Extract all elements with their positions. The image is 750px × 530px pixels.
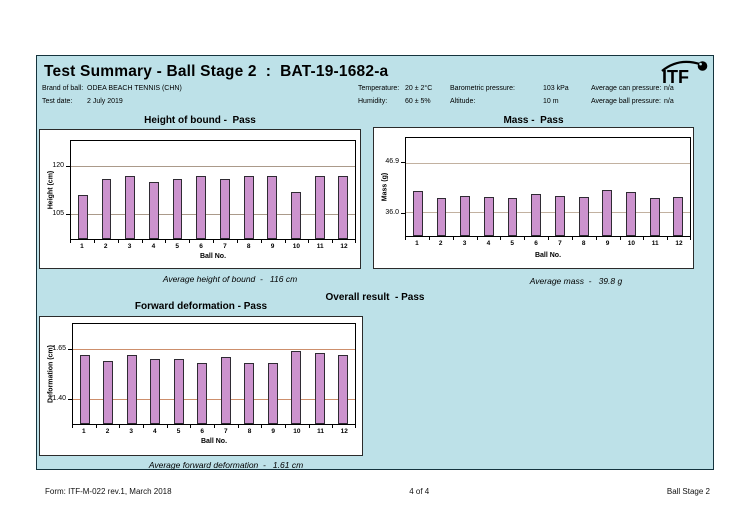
bar-slot — [95, 141, 119, 239]
bar — [555, 196, 565, 236]
x-tick-label: 8 — [247, 428, 252, 435]
bar-series — [71, 141, 355, 239]
bar — [338, 355, 348, 424]
info-group-climate — [358, 82, 432, 108]
bar-slot — [284, 141, 308, 239]
footer-stage-label: Ball Stage 2 — [666, 487, 710, 496]
bar-slot — [142, 141, 166, 239]
info-group-averages — [591, 82, 674, 108]
bar-slot — [97, 324, 121, 424]
x-tick-label: 4 — [151, 243, 156, 250]
y-tick-mark — [68, 349, 72, 350]
x-tick-label: 11 — [651, 240, 659, 247]
bar — [315, 353, 325, 424]
plot-area-forward-deformation — [72, 323, 356, 425]
x-tick-label: 10 — [627, 240, 635, 247]
bar — [508, 198, 518, 236]
bar-slot — [308, 141, 332, 239]
info-row — [591, 82, 674, 95]
plot-area-height-of-bound — [70, 140, 356, 240]
bar-slot — [308, 324, 332, 424]
info-value: 10 m — [543, 98, 559, 105]
y-tick-label: 1.40 — [52, 395, 66, 402]
bar — [460, 196, 470, 236]
bar — [579, 197, 589, 236]
bar — [149, 182, 159, 239]
x-tick-label: 11 — [317, 428, 324, 435]
bar-slot — [595, 138, 619, 236]
bar — [78, 195, 88, 239]
bar — [173, 179, 183, 239]
info-value: n/a — [664, 98, 674, 105]
info-row — [450, 82, 569, 95]
x-tick-label: 10 — [293, 428, 301, 435]
x-tick-label: 7 — [224, 428, 228, 435]
info-label: Barometric pressure: — [450, 85, 515, 92]
bar-slot — [643, 138, 667, 236]
caption-average-mass: Average mass - 39.8 g — [529, 276, 623, 286]
logo-text: ITF — [662, 67, 689, 86]
x-tick-labels — [72, 428, 356, 435]
x-tick-label: 3 — [129, 428, 133, 435]
footer-form-ref: Form: ITF-M-022 rev.1, March 2018 — [45, 487, 172, 496]
y-axis-title: Height (cm) — [47, 170, 55, 210]
page-title: Test Summary - Ball Stage 2 : BAT-19-1682-a — [44, 63, 389, 80]
bar-slot — [332, 324, 356, 424]
x-tick-label: 5 — [175, 243, 180, 250]
bar-slot — [524, 138, 548, 236]
bar-slot — [120, 324, 144, 424]
x-tick-label: 2 — [105, 428, 110, 435]
info-group-pressure — [450, 82, 569, 108]
bar-slot — [406, 138, 430, 236]
y-tick-label: 1.65 — [52, 345, 66, 352]
plot-area-mass — [405, 137, 691, 237]
bar — [531, 194, 541, 236]
bar-slot — [260, 141, 284, 239]
x-tick-label: 12 — [340, 428, 348, 435]
x-tick-label: 8 — [581, 240, 586, 247]
bar-slot — [285, 324, 309, 424]
x-tick-label: 7 — [558, 240, 562, 247]
x-tick-label: 3 — [462, 240, 467, 247]
y-tick-label: 36.0 — [385, 208, 399, 216]
x-tick-label: 6 — [199, 243, 203, 250]
info-label: Average ball pressure: — [591, 98, 661, 105]
info-value: 60 ± 5% — [405, 98, 431, 105]
info-value: ODEA BEACH TENNIS (CHN) — [87, 85, 182, 92]
bar — [220, 179, 230, 239]
chart-box-mass — [373, 127, 694, 269]
bar-slot — [572, 138, 596, 236]
bar — [268, 363, 278, 424]
info-value: 103 kPa — [543, 85, 569, 92]
info-group-ball — [42, 82, 182, 108]
bar — [197, 363, 207, 424]
bar — [244, 176, 254, 239]
footer-page-number: 4 of 4 — [409, 487, 430, 496]
y-tick-label: 46.9 — [385, 158, 399, 166]
x-tick-labels — [405, 240, 691, 247]
bar-slot — [144, 324, 168, 424]
x-tick-label: 5 — [510, 240, 515, 247]
bar — [291, 351, 301, 424]
bar-slot — [238, 324, 262, 424]
bar-slot — [501, 138, 525, 236]
caption-average-forward-deformation: Average forward deformation - 1.61 cm — [148, 460, 304, 470]
page-footer — [45, 487, 710, 496]
bar — [484, 197, 494, 236]
info-row — [42, 82, 182, 95]
y-tick-label: 105 — [52, 210, 64, 218]
logo-ball-icon — [698, 61, 708, 71]
y-tick-mark — [68, 399, 72, 400]
bar — [103, 361, 113, 424]
info-label: Average can pressure: — [591, 85, 662, 92]
bar — [315, 176, 325, 239]
bar — [221, 357, 231, 424]
x-tick-label: 4 — [486, 240, 491, 247]
x-tick-labels — [70, 243, 356, 250]
chart-title-height-of-bound: Height of bound - Pass — [144, 115, 256, 126]
bar-slot — [213, 141, 237, 239]
bar-series — [406, 138, 690, 236]
x-axis-title: Ball No. — [534, 252, 562, 259]
x-tick-label: 6 — [200, 428, 204, 435]
chart-box-height-of-bound — [39, 129, 361, 269]
caption-average-height-of-bound: Average height of bound - 116 cm — [162, 274, 298, 284]
x-tick-label: 9 — [270, 243, 275, 250]
info-value: 20 ± 2°C — [405, 85, 433, 92]
logo-ball-highlight — [699, 63, 702, 66]
bar-slot — [331, 141, 355, 239]
bar-slot — [166, 141, 190, 239]
bar — [413, 191, 423, 236]
bar-slot — [71, 141, 95, 239]
bar-slot — [430, 138, 454, 236]
x-tick-label: 12 — [340, 243, 348, 250]
x-axis-title: Ball No. — [200, 438, 228, 445]
info-row — [42, 95, 182, 108]
x-tick-label: 4 — [153, 428, 157, 435]
bar — [196, 176, 206, 239]
bar — [650, 198, 660, 236]
y-tick-mark — [66, 214, 70, 215]
report-panel — [36, 55, 714, 470]
x-tick-label: 1 — [80, 243, 84, 250]
bar-slot — [214, 324, 238, 424]
x-axis-title: Ball No. — [199, 253, 227, 260]
bar — [244, 363, 254, 424]
bar — [602, 190, 612, 236]
bar-slot — [167, 324, 191, 424]
bar-slot — [189, 141, 213, 239]
bar — [626, 192, 636, 236]
x-tick-label: 3 — [127, 243, 132, 250]
bar-slot — [73, 324, 97, 424]
x-tick-label: 10 — [292, 243, 300, 250]
y-tick-label: 120 — [52, 161, 64, 169]
bar — [127, 355, 137, 424]
bar — [267, 176, 277, 239]
x-tick-label: 7 — [223, 243, 227, 250]
bar — [125, 176, 135, 239]
bar-slot — [237, 141, 261, 239]
x-tick-label: 8 — [246, 243, 251, 250]
bar — [291, 192, 301, 239]
bar-series — [73, 324, 355, 424]
x-tick-label: 6 — [534, 240, 538, 247]
bar — [437, 198, 447, 236]
bar-slot — [619, 138, 643, 236]
x-tick-label: 5 — [176, 428, 181, 435]
info-row — [591, 95, 674, 108]
info-value: n/a — [664, 85, 674, 92]
bar-slot — [453, 138, 477, 236]
bar — [174, 359, 184, 424]
chart-title-forward-deformation: Forward deformation - Pass — [134, 301, 268, 312]
x-tick-label: 12 — [675, 240, 683, 247]
bar-slot — [477, 138, 501, 236]
bar — [80, 355, 90, 424]
info-row — [358, 95, 432, 108]
x-tick-label: 2 — [103, 243, 108, 250]
bar-slot — [261, 324, 285, 424]
x-tick-label: 9 — [271, 428, 276, 435]
y-axis-title: Deformation (cm) — [47, 345, 55, 403]
bar-slot — [548, 138, 572, 236]
y-tick-mark — [401, 213, 405, 214]
x-tick-label: 1 — [415, 240, 419, 247]
bar-slot — [118, 141, 142, 239]
chart-box-forward-deformation — [39, 316, 363, 456]
overall-result: Overall result - Pass — [325, 292, 425, 303]
info-label: Humidity: — [358, 98, 388, 105]
bar — [673, 197, 683, 236]
info-label: Brand of ball: — [42, 85, 84, 92]
bar — [338, 176, 348, 239]
y-tick-mark — [66, 166, 70, 167]
info-label: Altitude: — [450, 98, 476, 105]
info-row — [358, 82, 432, 95]
y-tick-mark — [401, 162, 405, 163]
bar — [150, 359, 160, 424]
info-row — [450, 95, 569, 108]
bar-slot — [666, 138, 690, 236]
chart-title-mass: Mass - Pass — [503, 115, 564, 126]
info-value: 2 July 2019 — [87, 98, 123, 105]
x-tick-label: 2 — [438, 240, 443, 247]
x-tick-label: 11 — [316, 243, 324, 250]
bar — [102, 179, 112, 239]
x-tick-label: 9 — [605, 240, 610, 247]
bar-slot — [191, 324, 215, 424]
x-tick-label: 1 — [82, 428, 86, 435]
info-label: Temperature: — [358, 85, 400, 92]
y-axis-title: Mass (g) — [381, 172, 389, 202]
info-label: Test date: — [42, 98, 73, 105]
